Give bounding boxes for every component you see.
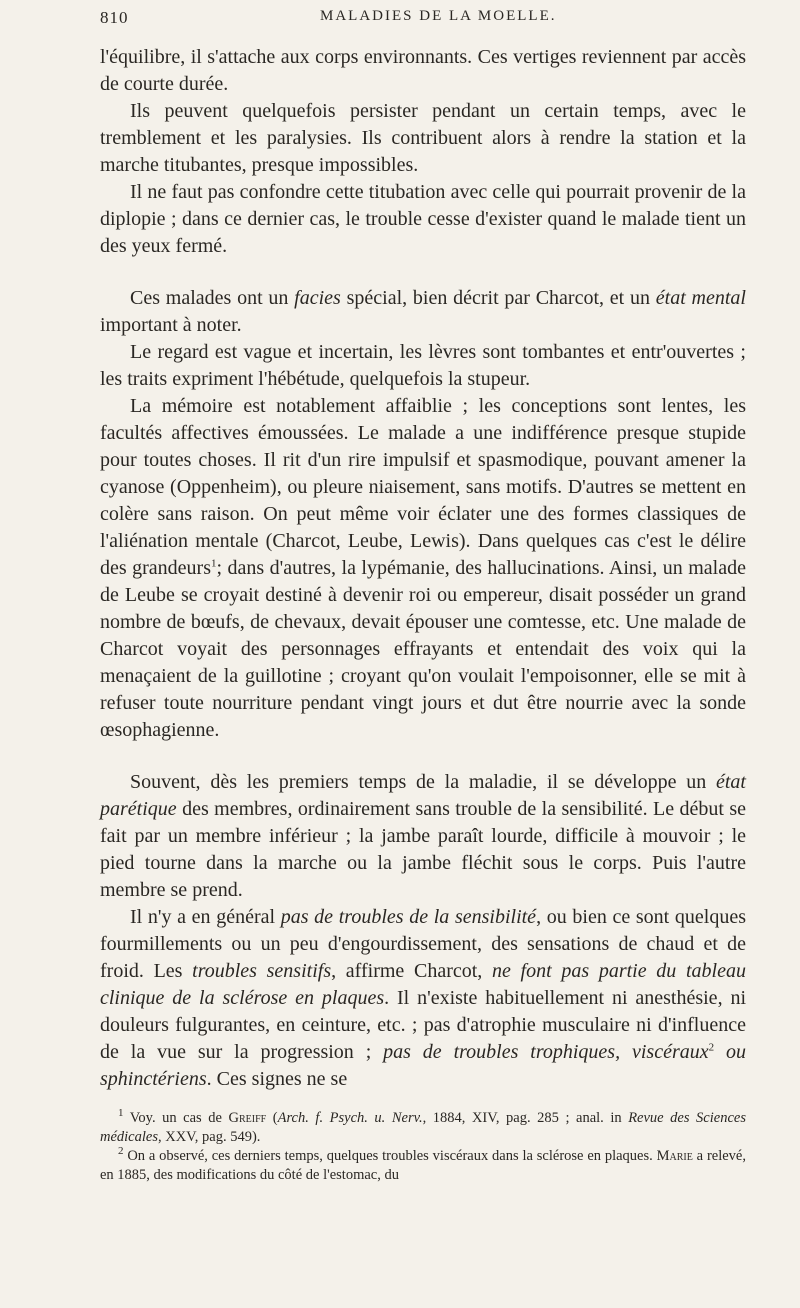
footnote xyxy=(100,1147,746,1185)
italic-run: sphinctériens xyxy=(100,1068,207,1090)
italic-run: ou xyxy=(714,1041,746,1063)
text-run: La mémoire est notablement affaiblie ; les conceptions sont lentes, les facultés affectives émoussées. Le malade a une indifférence presque stupide pour toutes choses. Il rit d'un rire impulsif et spasmodique, pouvant amener la cyanose (Oppenheim), ou pleure niaisement, sans motifs. D'autres se mettent en colère sans raison. On peut même voir éclater une des formes classiques de l'aliénation mentale (Charcot, Leube, Lewis). Dans quelques cas c'est le délire des grandeurs xyxy=(100,395,746,579)
text-run: Le regard est vague et incertain, les lèvres sont tombantes et entr'ouvertes ; les traits expriment l'hébétude, quelquefois la stupeur. xyxy=(100,341,746,390)
text-run: Souvent, dès les premiers temps de la maladie, il se développe un xyxy=(130,771,716,793)
text-run: , XXV, pag. 549). xyxy=(157,1129,261,1145)
footnote-marker: 2 xyxy=(708,1041,715,1054)
italic-run: Arch. f. Psych. u. Nerv. xyxy=(277,1110,423,1126)
text-run: l'équilibre, il s'attache aux corps environnants. Ces vertiges reviennent par accès de courte durée. xyxy=(100,46,746,95)
paragraph xyxy=(100,904,746,1093)
text-run: des membres, ordinairement sans trouble de la sensibilité. Le début se fait par un membre inférieur ; la jambe paraît lourde, difficile à mouvoir ; le pied tourne dans la marche ou la jambe fléchit sous le corps. Puis l'autre membre se prend. xyxy=(100,798,746,901)
text-run: ; dans d'autres, la lypémanie, des hallucinations. Ainsi, un malade de Leube se croyait destiné à devenir roi ou empereur, disait posséder un grand nombre de bœufs, de chevaux, devait épouser une comtesse, etc. Une malade de Charcot voyait des personnages effrayants et entendait des voix qui la menaçaient de la guillotine ; croyant qu'on voulait l'empoisonner, elle se mit à refuser toute nourriture pendant vingt jours et dut être nourrie avec la sonde œsophagienne. xyxy=(100,557,746,741)
text-run: Ces malades ont un xyxy=(130,287,295,309)
text-run: ( xyxy=(266,1110,278,1126)
text-run: Il n'y a en général xyxy=(130,906,281,928)
italic-run: état mental xyxy=(655,287,746,309)
text-run: . Ces signes ne se xyxy=(206,1068,348,1090)
text-run: important à noter. xyxy=(100,314,242,336)
paragraph xyxy=(100,98,746,179)
page-number: 810 xyxy=(100,8,129,27)
text-run: Voy. un cas de xyxy=(123,1110,229,1126)
italic-run: troubles sensitifs xyxy=(192,960,332,982)
italic-run: état parétique xyxy=(100,771,746,820)
footnote xyxy=(100,1109,746,1147)
text-run: a relevé, en 1885, des modifications du côté de l'estomac, du xyxy=(100,1148,746,1183)
text-run: Ils peuvent quelquefois persister pendant un certain temps, avec le tremblement et les paralysies. Ils contribuent alors à rendre la station et la marche titubantes, presque impossibles. xyxy=(100,100,746,176)
text-run: , ou bien ce sont quelques fourmillements ou un peu d'engourdissement, des sensations de chaud et de froid. Les xyxy=(100,906,746,982)
text-run: , 1884, XIV, pag. 285 ; anal. in xyxy=(422,1110,629,1126)
text-run: On a observé, ces derniers temps, quelques troubles viscéraux dans la sclérose en plaques. xyxy=(123,1148,657,1164)
paragraph xyxy=(100,393,746,744)
text-run: , affirme Charcot, xyxy=(331,960,492,982)
paragraph xyxy=(100,285,746,339)
text-run: . Il n'existe habituellement ni anesthésie, ni douleurs fulgurantes, en ceinture, etc. ; pas d'atrophie musculaire ni d'influence de la vue sur la progression ; xyxy=(100,987,746,1063)
footnote-marker: 1 xyxy=(118,1107,124,1120)
italic-run: Revue des Sciences médicales xyxy=(100,1110,746,1145)
paragraph xyxy=(100,769,746,904)
page-header xyxy=(100,8,740,34)
text-run: spécial, bien décrit par Charcot, et un xyxy=(340,287,656,309)
paragraph xyxy=(100,44,746,98)
running-title: MALADIES DE LA MOELLE. xyxy=(320,8,557,24)
footnote-marker: 1 xyxy=(211,557,217,570)
author-name: Greiff xyxy=(228,1110,267,1126)
author-name: Marie xyxy=(656,1148,693,1164)
paragraph xyxy=(100,179,746,260)
text-run: Il ne faut pas confondre cette titubation avec celle qui pourrait provenir de la diplopie ; dans ce dernier cas, le trouble cesse d'exister quand le malade tient un des yeux fermé. xyxy=(100,181,746,257)
page-body xyxy=(100,44,746,1185)
footnotes xyxy=(100,1109,746,1185)
paragraph xyxy=(100,339,746,393)
italic-run: pas de troubles trophiques, viscéraux xyxy=(383,1041,709,1063)
italic-run: ne font pas partie du tableau clinique de la sclérose en plaques xyxy=(100,960,746,1009)
footnote-marker: 2 xyxy=(118,1145,124,1158)
italic-run: facies xyxy=(294,287,341,309)
italic-run: pas de troubles de la sensibilité xyxy=(280,906,537,928)
